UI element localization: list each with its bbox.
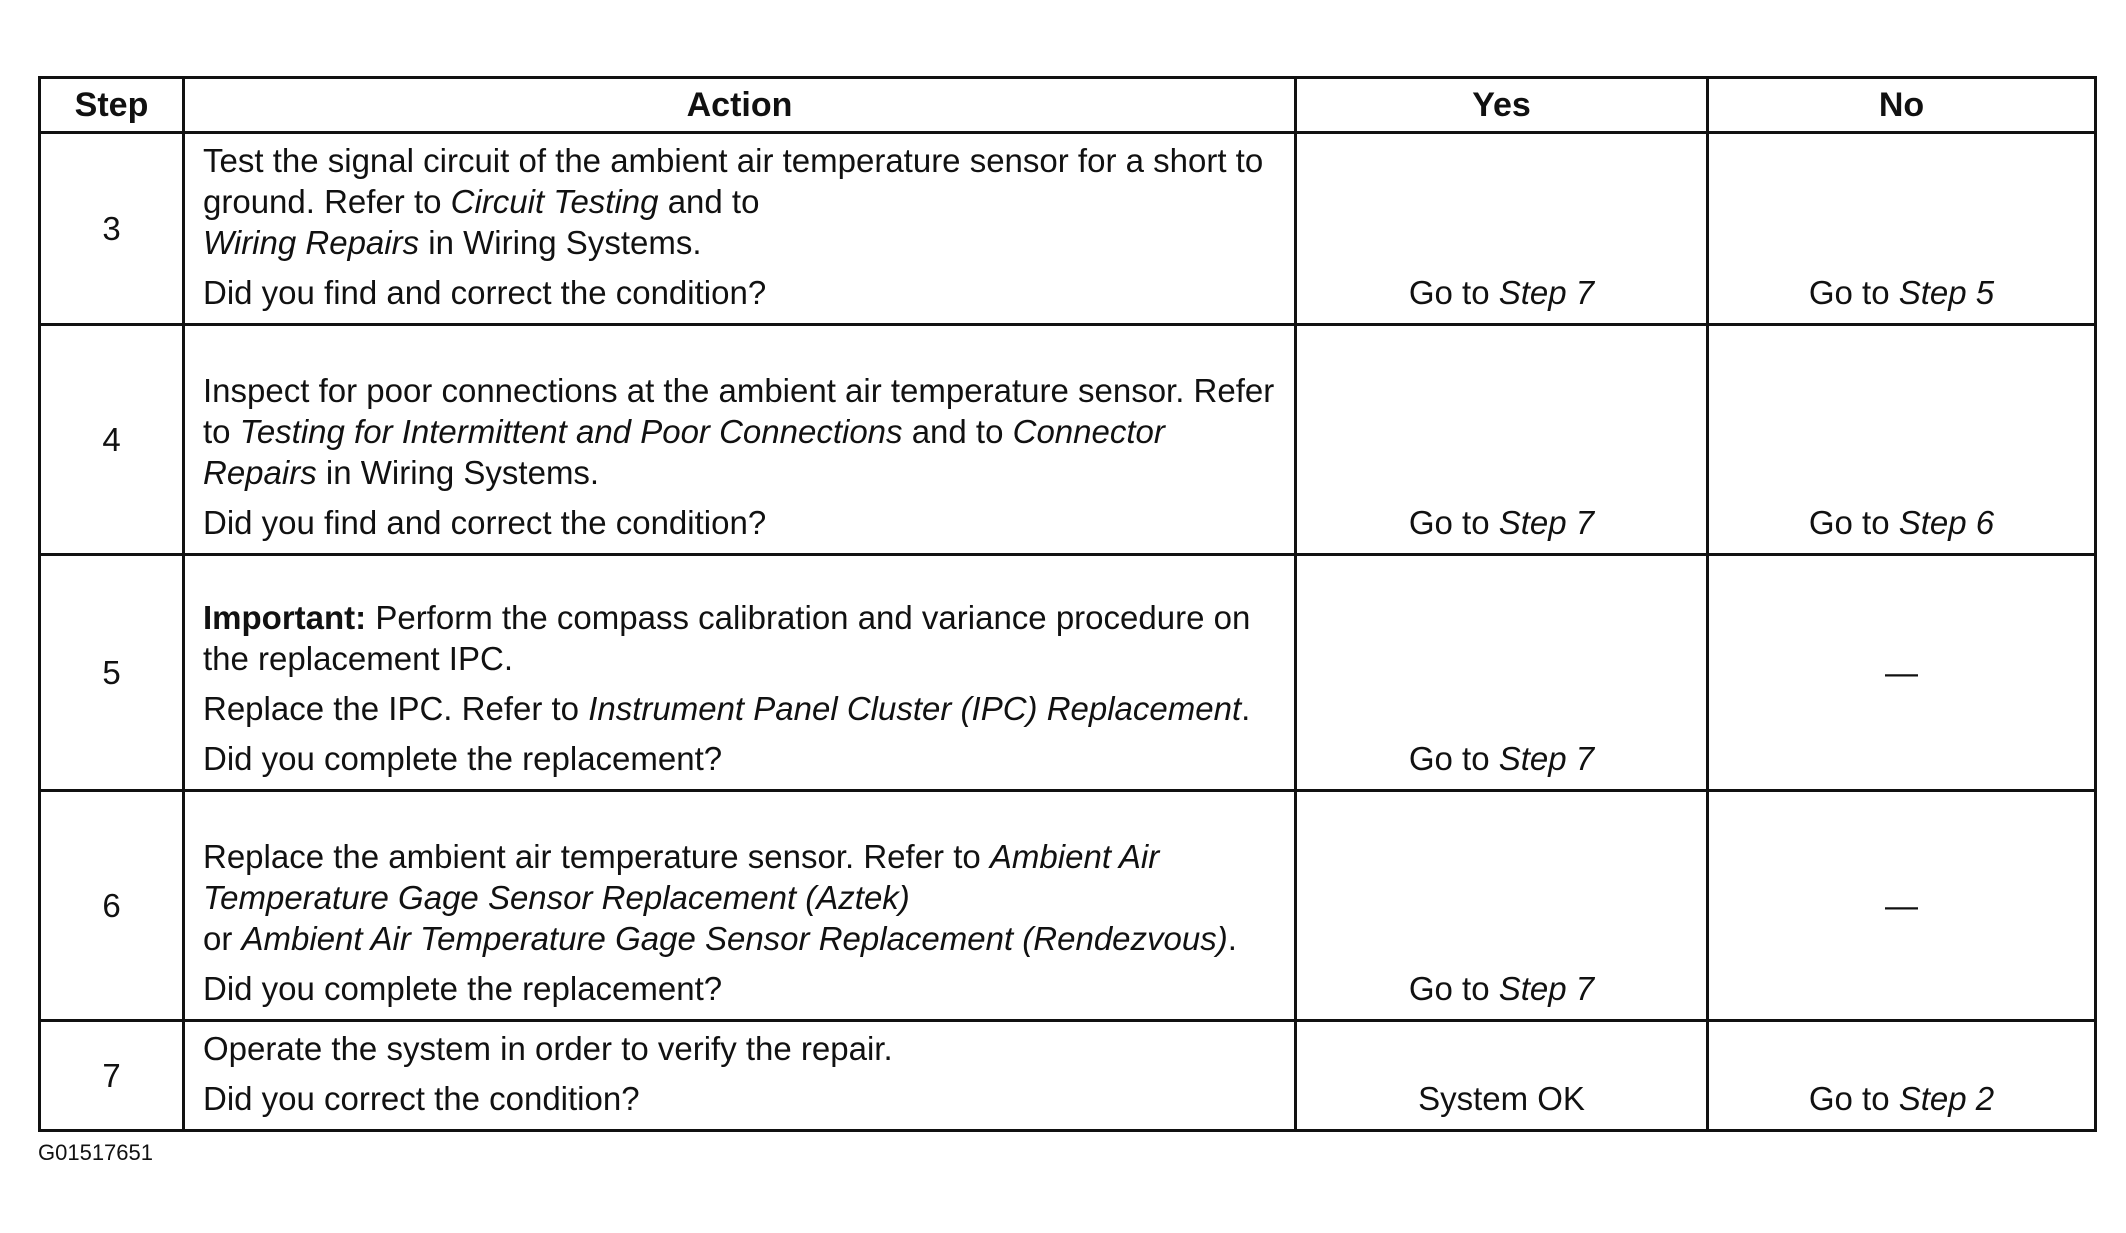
action-instruction: Replace the IPC. Refer to Instrument Panel Cluster (IPC) Replacement. <box>203 690 1251 727</box>
table-row <box>40 133 2096 325</box>
table-row <box>40 1021 2096 1131</box>
table-row <box>40 791 2096 1021</box>
action-question: Did you correct the condition? <box>203 1080 640 1117</box>
header-row <box>40 78 2096 133</box>
diagnostic-table <box>38 76 2097 1132</box>
no-cell: Go to Step 6 <box>1708 325 2096 555</box>
action-question: Did you complete the replacement? <box>203 740 723 777</box>
step-link[interactable]: Step 5 <box>1898 274 1995 311</box>
yes-cell: Go to Step 7 <box>1296 133 1708 325</box>
no-cell: Go to Step 5 <box>1708 133 2096 325</box>
action-instruction: Test the signal circuit of the ambient air temperature sensor for a short to ground. Refer to Circuit Testing and to Wiring Repairs in Wiring Systems. <box>203 142 1264 261</box>
important-note: Important: Perform the compass calibration and variance procedure on the replacement IPC. <box>203 599 1251 677</box>
header-action: Action <box>184 78 1296 133</box>
step-link[interactable]: Step 6 <box>1898 504 1995 541</box>
step-number: 5 <box>40 555 184 791</box>
action-cell <box>184 325 1296 555</box>
reference-link[interactable]: Connector Repairs <box>203 413 1165 491</box>
step-number: 6 <box>40 791 184 1021</box>
step-link[interactable]: Step 7 <box>1498 970 1595 1007</box>
step-number: 4 <box>40 325 184 555</box>
figure-id: G01517651 <box>38 1140 153 1165</box>
header-yes: Yes <box>1296 78 1708 133</box>
action-instruction: Operate the system in order to verify the repair. <box>203 1030 893 1067</box>
important-label: Important: <box>203 599 367 636</box>
action-cell <box>184 133 1296 325</box>
yes-cell: System OK <box>1296 1021 1708 1131</box>
table-row <box>40 555 2096 791</box>
step-number: 7 <box>40 1021 184 1131</box>
no-cell: — <box>1708 791 2096 1021</box>
step-link[interactable]: Step 7 <box>1498 740 1595 777</box>
action-question: Did you complete the replacement? <box>203 970 723 1007</box>
action-instruction: Replace the ambient air temperature sensor. Refer to Ambient Air Temperature Gage Sensor Replacement (Aztek) or Ambient Air Temperature Gage Sensor Replacement (Rendezvous). <box>203 838 1237 957</box>
action-question: Did you find and correct the condition? <box>203 274 767 311</box>
reference-link[interactable]: Ambient Air Temperature Gage Sensor Replacement (Aztek) <box>203 838 1160 916</box>
action-cell <box>184 555 1296 791</box>
no-cell: Go to Step 2 <box>1708 1021 2096 1131</box>
action-question: Did you find and correct the condition? <box>203 504 767 541</box>
yes-cell: Go to Step 7 <box>1296 325 1708 555</box>
step-link[interactable]: Step 7 <box>1498 274 1595 311</box>
action-instruction: Inspect for poor connections at the ambient air temperature sensor. Refer to Testing for Intermittent and Poor Connections and to Connector Repairs in Wiring Systems. <box>203 372 1275 491</box>
reference-link[interactable]: Instrument Panel Cluster (IPC) Replacement <box>588 690 1242 727</box>
header-step: Step <box>40 78 184 133</box>
reference-link[interactable]: Ambient Air Temperature Gage Sensor Replacement (Rendezvous) <box>241 920 1228 957</box>
action-cell <box>184 1021 1296 1131</box>
reference-link[interactable]: Circuit Testing <box>450 183 659 220</box>
header-no: No <box>1708 78 2096 133</box>
no-cell: — <box>1708 555 2096 791</box>
step-number: 3 <box>40 133 184 325</box>
yes-cell: Go to Step 7 <box>1296 791 1708 1021</box>
reference-link[interactable]: Wiring Repairs <box>203 224 420 261</box>
action-cell <box>184 791 1296 1021</box>
step-link[interactable]: Step 2 <box>1898 1080 1995 1117</box>
table-row <box>40 325 2096 555</box>
step-link[interactable]: Step 7 <box>1498 504 1595 541</box>
yes-cell: Go to Step 7 <box>1296 555 1708 791</box>
reference-link[interactable]: Testing for Intermittent and Poor Connections <box>239 413 903 450</box>
